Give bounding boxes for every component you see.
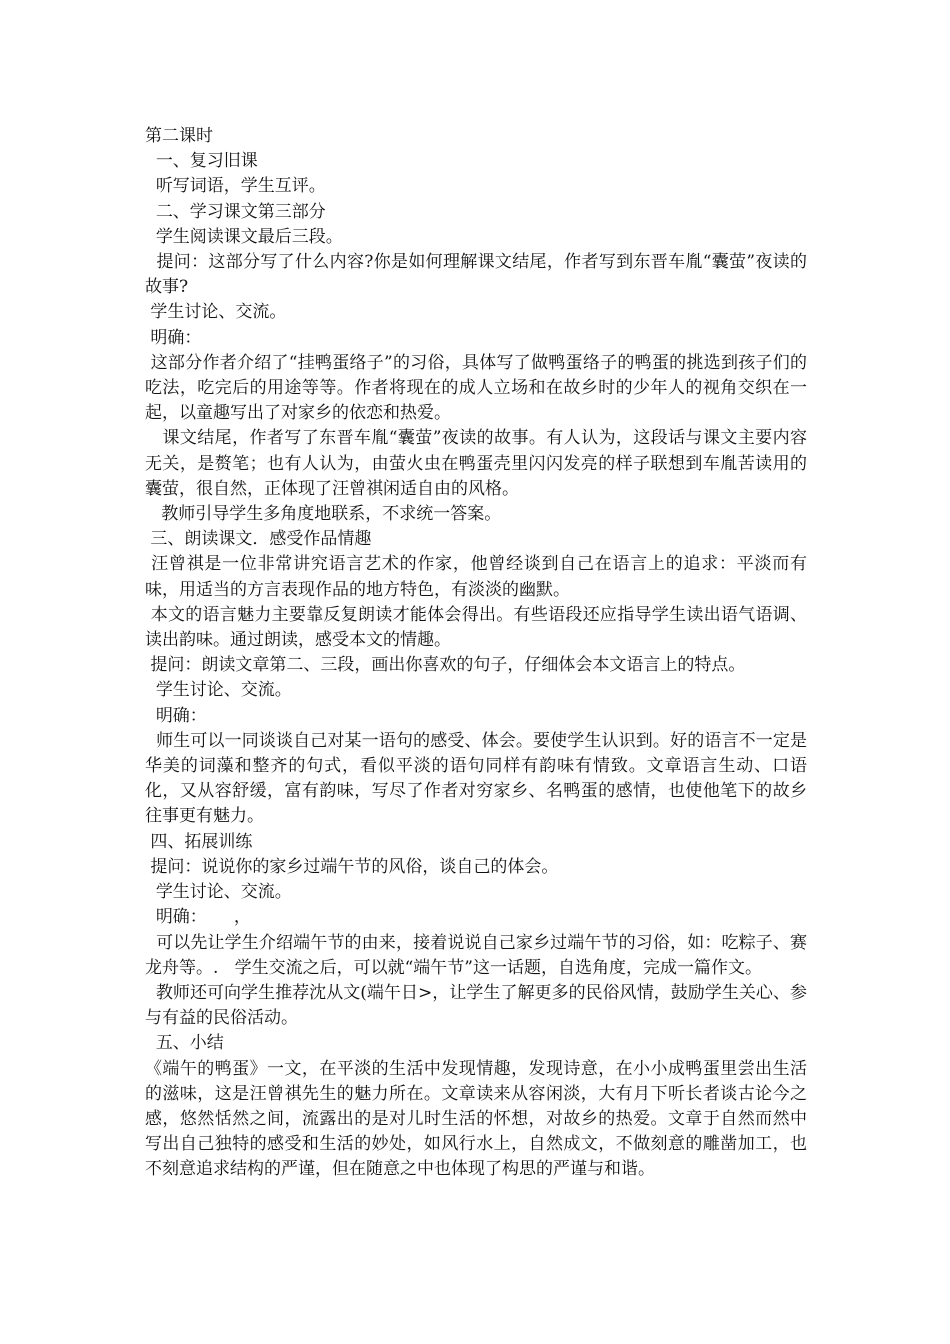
paragraph: 听写词语，学生互评。 xyxy=(145,176,326,197)
paragraph: 本文的语言魅力主要靠反复朗读才能体会得出。有些语段还应指导学生读出语气语调、读出韵味。通过朗读，感受本文的情趣。 xyxy=(145,604,808,651)
section-heading-review: 一、复习旧课 xyxy=(145,151,258,172)
paragraph: 这部分作者介绍了“挂鸭蛋络子”的习俗，具体写了做鸭蛋络子的鸭蛋的挑选到孩子们的吃法，吃完后的用途等等。作者将现在的成人立场和在故乡时的少年人的视角交织在一起，以童趣写出了对家乡的依恋和热爱。 xyxy=(145,352,807,424)
paragraph: 明确： ， xyxy=(145,907,251,928)
paragraph: 学生阅读课文最后三段。 xyxy=(145,226,343,247)
section-heading-part-three: 二、学习课文第三部分 xyxy=(145,201,326,222)
paragraph: 明确： xyxy=(145,327,202,348)
paragraph: 明确： xyxy=(145,705,207,726)
paragraph: 提问：朗读文章第二、三段，画出你喜欢的句子，仔细体会本文语言上的特点。 xyxy=(145,655,746,676)
paragraph: 提问：说说你的家乡过端午节的风俗，谈自己的体会。 xyxy=(145,856,559,877)
paragraph: 师生可以一同谈谈自己对某一语句的感受、体会。要使学生认识到。好的语言不一定是华美的词藻和整齐的句式，看似平淡的语句同样有韵味有情致。文章语言生动、口语化，又从容舒缓，富有韵味，写尽了作者对穷家乡、名鸭蛋的感情，也使他笔下的故乡往事更有魅力。 xyxy=(145,730,807,827)
paragraph: 《端午的鸭蛋》一文，在平淡的生活中发现情趣，发现诗意，在小小成鸭蛋里尝出生活的滋味，这是汪曾祺先生的魅力所在。文章读来从容闲淡，大有月下听长者谈古论今之感，悠然恬然之间，流露出的是对儿时生活的怀想，对故乡的热爱。文章于自然而然中写出自己独特的感受和生活的妙处，如风行水上，自然成文，不做刻意的雕凿加工，也不刻意追求结构的严谨，但在随意之中也体现了构思的严谨与和谐。 xyxy=(145,1058,807,1180)
paragraph: 学生讨论、交流。 xyxy=(145,882,292,903)
paragraph: 提问：这部分写了什么内容?你是如何理解课文结尾，作者写到东晋车胤“囊萤”夜读的故事? xyxy=(145,252,808,298)
paragraph: 可以先让学生介绍端午节的由来，接着说说自己家乡过端午节的习俗，如：吃粽子、赛龙舟等。. 学生交流之后，可以就“端午节”这一话题，自选角度，完成一篇作文。 xyxy=(145,932,807,978)
paragraph: 教师引导学生多角度地联系，不求统一答案。 xyxy=(145,504,502,525)
paragraph: 汪曾祺是一位非常讲究语言艺术的作家，他曾经谈到自己在语言上的追求：平淡而有味，用适当的方言表现作品的地方特色，有淡淡的幽默。 xyxy=(145,554,808,600)
paragraph: 教师还可向学生推荐沈从文(端午日>，让学生了解更多的民俗风情，鼓励学生关心、参与有益的民俗活动。 xyxy=(145,982,807,1029)
paragraph: 学生讨论、交流。 xyxy=(145,302,287,323)
section-heading-summary: 五、小结 xyxy=(145,1033,224,1054)
section-heading-reading: 三、朗读课文．感受作品情趣 xyxy=(145,529,372,550)
paragraph: 课文结尾，作者写了东晋车胤“囊萤”夜读的故事。有人认为，这段话与课文主要内容无关，是赘笔；也有人认为，由萤火虫在鸭蛋壳里闪闪发亮的样子联想到车胤苦读用的囊萤，很自然，正体现了汪曾祺闲适自由的风格。 xyxy=(145,428,807,499)
paragraph: 学生讨论、交流。 xyxy=(145,680,292,701)
document-body xyxy=(145,124,807,1183)
lesson-title: 第二课时 xyxy=(145,126,213,146)
section-heading-extension: 四、拓展训练 xyxy=(145,831,253,852)
